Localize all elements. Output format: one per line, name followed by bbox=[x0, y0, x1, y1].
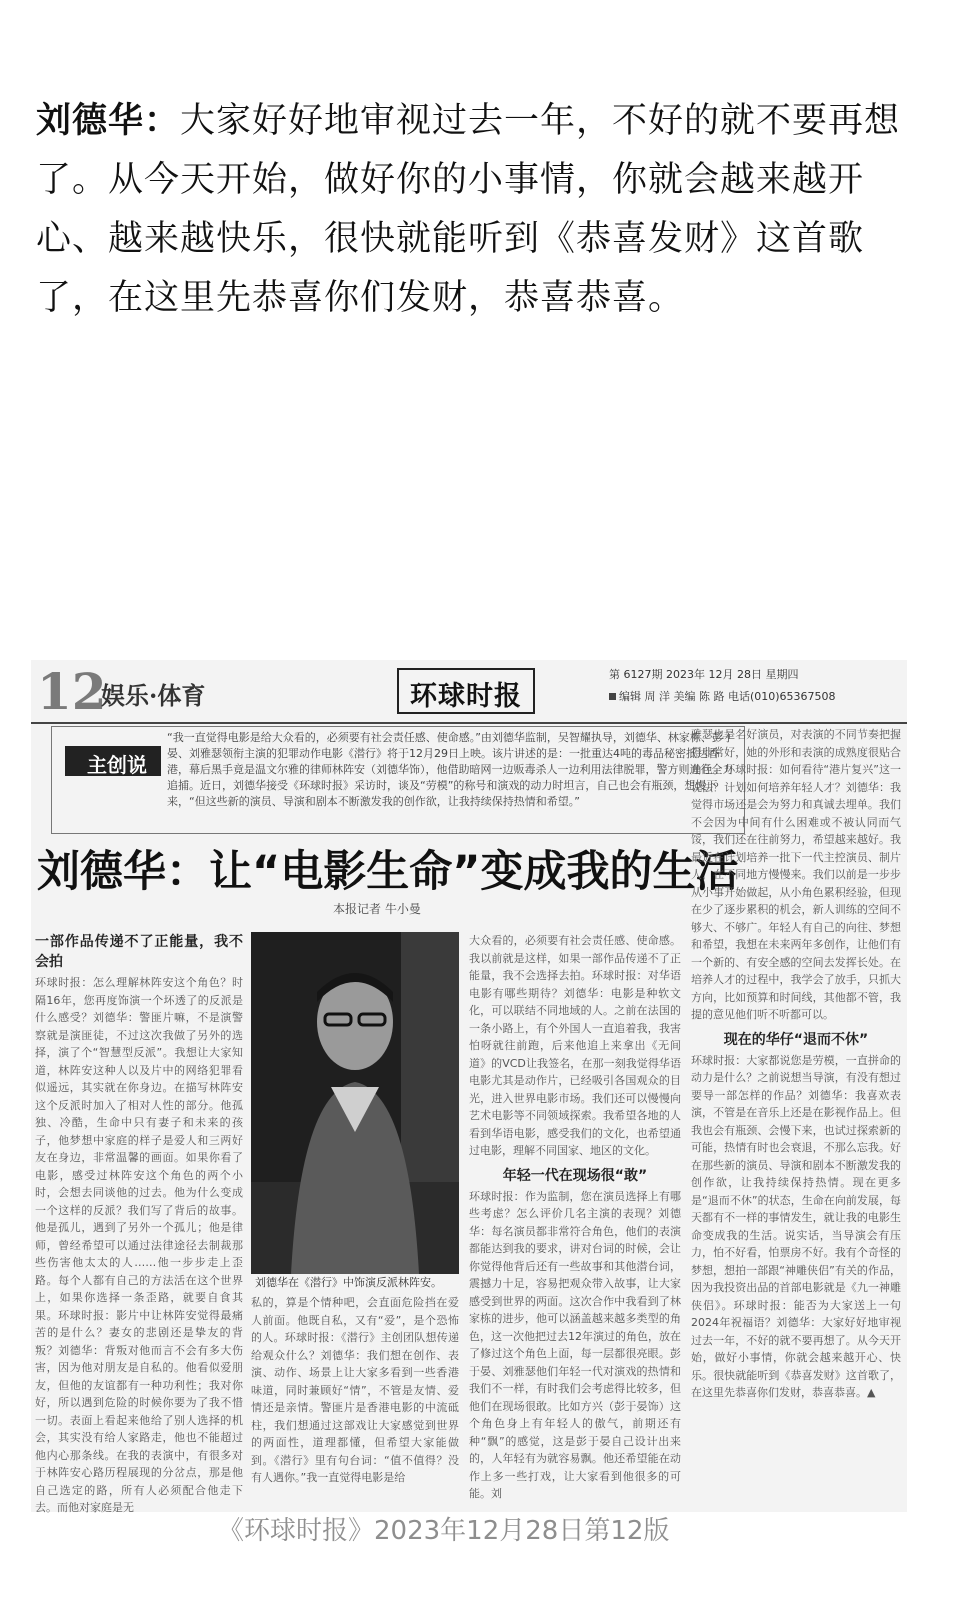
column-3-text: 大众看的，必须要有社会责任感、使命感。我以前就是这样，如果一部作品传递不了正能量，我不会选择去拍。环球时报：对华语电影有哪些期待？刘德华：电影是种软文化，可以联结不同地域的人。之前在法国的一条小路上，有个外国人一直追着我，我害怕呀就往前跑，后来他追上来拿出《无间道》的VCD让我签名，在那一刻我觉得华语电影尤其是动作片，已经吸引各国观众的目光，进入世界电影市场。我们还可以慢慢向艺术电影等不同领域探索。我希望各地的人看到华语电影，感受我们的文化，也希望通过电影，理解不同国家、地区的文化。 bbox=[469, 934, 681, 1157]
article-headline: 刘德华：让“电影生命”变成我的生活 bbox=[37, 847, 739, 897]
newspaper-clipping bbox=[31, 660, 907, 1512]
intro-text: “我一直觉得电影是给大众看的，必须要有社会责任感、使命感。”由刘德华监制，吴智耀执导，刘德华、林家栋、彭于晏、刘雅瑟领衔主演的犯罪动作电影《潜行》将于12月29日上映。该片讲述的是：一批重达4吨的毒品秘密抵达香港，幕后黑手竟是温文尔雅的律师林阵安（刘德华饰），他借助暗网一边贩毒杀人一边利用法律脱罪，警方则进行全力追捕。近日，刘德华接受《环球时报》采访时，谈及“劳模”的称号和演戏的动力时坦言，自己也会有瓶颈，想慢下来，“但这些新的演员、导演和剧本不断激发我的创作欲，让我持续保持热情和希望。” bbox=[167, 731, 734, 808]
editor-line: 编辑 周 洋 美编 陈 路 电话(010)65367508 bbox=[609, 688, 836, 704]
column-4-text: 雅瑟也是名好演员，对表演的不同节奏把握得非常好，她的外形和表演的成熟度很贴合角色。环球时报：如何看待“港片复兴”这一说法？计划如何培养年轻人才？刘德华：我觉得市场还是会为努力和真诚去埋单。我们不会因为中间有什么困难或不被认同而气馁，我们还在往前努力，希望越来越好。我最近在计划培养一批下一代主控演员、制片人，在不同地方慢慢来。我们以前是一步步从小事开始做起，从小角色累积经验，但现在少了逐步累积的机会，新人训练的空间不够大、不够广。年轻人有自己的向往、梦想和希望，我想在未来两年多创作，让他们有一个新的、有安全感的空间去发挥长处。在培养人才的过程中，我学会了放手，只抓大方向，比如预算和时间线，其他都不管，我提的意见他们听不听都可以。 bbox=[691, 728, 901, 1021]
column-1-subhead: 一部作品传递不了正能量，我不会拍 bbox=[35, 934, 243, 970]
column-1-text: 环球时报：怎么理解林阵安这个角色？时隔16年，您再度饰演一个坏透了的反派是什么感受？刘德华：警匪片嘛，不是演警察就是演匪徒，不过这次我做了另外的选择，演了个“智慧型反派”。我想让大家知道，林阵安这种人以及片中的网络犯罪看似遥远，其实就在你身边。在描写林阵安这个反派时加入了相对人性的部分。他孤独、冷酷，生命中只有妻子和未来的孩子，他梦想中家庭的样子是爱人和三两好友在身边，非常温馨的画面。如果你看了电影，感受过林阵安这个角色的两个小时，会想去同谈他的过去。他为什么变成一个这样的反派？我们写了背后的故事。他是孤儿，遇到了另外一个孤儿；他是律师，曾经希望可以通过法律途径去制裁那些伤害他太太的人……他一步步走上歪路。每个人都有自己的方法活在这个世界上，如果你选择一条歪路，就要自食其果。环球时报：影片中让林阵安觉得最痛苦的是什么？妻女的悲剧还是挚友的背叛？刘德华：背叛对他而言不会有多大伤害，因为他对朋友是自私的。他看似爱朋友，但他的友谊都有一种功利性；我对你好，所以遇到危险的时候你要为了我不惜一切。表面上看起来他给了别人选择的机会，其实没有给人家路走，他也不能超过他内心那条线。在我的表演中，有很多对于林阵安心路历程展现的分岔点，那是他自己选定的路，所有人必须配合他走下去。而他对家庭是无 bbox=[35, 976, 243, 1514]
column-4-subhead: 现在的华仔“退而不休” bbox=[723, 1031, 869, 1048]
section-title: 娱乐·体育 bbox=[101, 681, 206, 710]
photo-caption: 刘德华在《潜行》中饰演反派林阵安。 bbox=[255, 1276, 442, 1289]
column-3-subhead: 年轻一代在现场很“敢” bbox=[502, 1167, 648, 1184]
column-2-text: 私的，算是个情种吧，会直面危险挡在爱人前面。他既自私，又有“爱”，是个恐怖的人。环球时报：《潜行》主创团队想传递给观众什么？刘德华：我们想在创作、表演、动作、场景上让大家多看到一些香港味道，同时兼顾好“情”，不管是友情、爱情还是亲情。警匪片是香港电影的中流砥柱，我们想通过这部戏让大家感觉到世界的两面性，道理都懂，但希望大家能做到。《潜行》里有句台词：“值不值得？没有人遇你。”我一直觉得电影是给 bbox=[251, 1296, 459, 1484]
source-caption: 《环球时报》2023年12月28日第12版 bbox=[218, 1516, 670, 1546]
column-4-text-2: 环球时报：大家都说您是劳模，一直拼命的动力是什么？之前说想当导演，有没有想过要导一部怎样的作品？刘德华：我喜欢表演，不管是在音乐上还是在影视作品上。但我也会有瓶颈、会慢下来，也试过探索新的可能，热情有时也会衰退，不那么忘我。好在那些新的演员、导演和剧本不断激发我的创作欲，让我持续保持热情。现在更多是“退而不休”的状态，生命在向前发展，每天都有不一样的事情发生，就让我的电影生命变成我的生活。说实话，当导演会有压力，怕不好看，怕票房不好。我有个奇怪的梦想，想拍一部跟“神雕侠侣”有关的作品，因为我投资出品的首部电影就是《九一神雕侠侣》。环球时报：能否为大家送上一句2024年祝福语？刘德华：大家好好地审视过去一年，不好的就不要再想了。从今天开始，做好小事情，你就会越来越开心、快乐。很快就能听到《恭喜发财》这首歌了，在这里先恭喜你们发财，恭喜恭喜。▲ bbox=[691, 1053, 901, 1399]
article-column-3 bbox=[469, 932, 681, 1502]
top-quote bbox=[36, 92, 916, 328]
column-3-text-2: 环球时报：作为监制，您在演员选择上有哪些考虑？怎么评价几名主演的表现？刘德华：每名演员都非常符合角色，他们的表演都能达到我的要求，讲对台词的时候，会让你觉得他背后还有一些故事和其他潜台词，震撼力十足，容易把观众带入故事，让大家感受到世界的两面。这次合作中我看到了林家栋的进步，他可以涵盖越来越多类型的角色，这一次他把过去12年演过的角色，放在了修过这个角色上面，每一层都很亮眼。彭于晏、刘雅瑟他们年轻一代对演戏的热情和我们不一样，有时我们会考虑得比较多，但他们在现场很敢。比如方兴（彭于晏饰）这个角色身上有年轻人的傲气，前期还有种“飘”的感觉，这是彭于晏自己设计出来的，人年轻有为就容易飘。他还希望能在动作上多一些打戏，让大家看到他很多的可能。刘 bbox=[469, 1189, 681, 1500]
article-column-2 bbox=[251, 1294, 459, 1502]
article-column-1 bbox=[35, 932, 243, 1514]
quote-speaker: 刘德华： bbox=[36, 101, 181, 141]
square-bullet-icon bbox=[609, 693, 616, 700]
issue-line: 第 6127期 2023年 12月 28日 星期四 bbox=[609, 668, 799, 681]
actor-photo bbox=[251, 932, 459, 1274]
badge-label: 主创说 bbox=[87, 753, 147, 777]
newspaper-logo-frame bbox=[397, 668, 535, 714]
article-column-4 bbox=[691, 726, 901, 1502]
newspaper-masthead bbox=[31, 660, 907, 724]
byline: 本报记者 牛小曼 bbox=[333, 902, 421, 916]
page-number: 12 bbox=[37, 662, 107, 721]
quote-text: 大家好好地审视过去一年，不好的就不要再想了。从今天开始，做好你的小事情，你就会越来越开心、越来越快乐，很快就能听到《恭喜发财》这首歌了，在这里先恭喜你们发财，恭喜恭喜。 bbox=[36, 101, 901, 318]
newspaper-logo: 环球时报 bbox=[410, 681, 522, 712]
